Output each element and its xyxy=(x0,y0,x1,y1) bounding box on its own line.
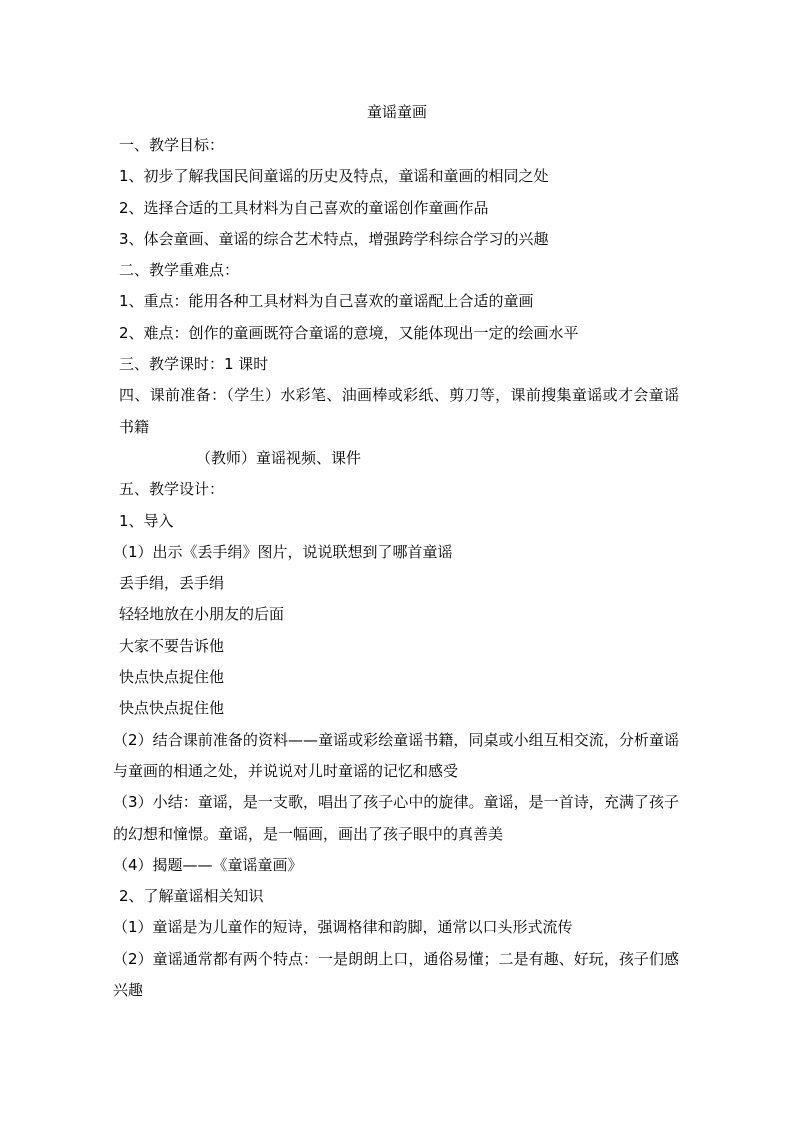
poem-line: 大家不要告诉他 xyxy=(119,636,225,655)
step-item: （2）结合课前准备的资料——童谣或彩绘童谣书籍，同桌或小组互相交流，分析童谣与童画的相通之处，并说说对儿时童谣的记忆和感受 xyxy=(113,730,679,780)
page-title: 童谣童画 xyxy=(366,103,427,121)
design-heading: 五、教学设计： xyxy=(119,480,225,499)
goal-item: 1、初步了解我国民间童谣的历史及特点，童谣和童画的相同之处 xyxy=(119,167,549,186)
document-body xyxy=(113,130,679,1006)
step-item: （4）揭题——《童谣童画》 xyxy=(113,855,303,874)
key-point-item: 2、难点：创作的童画既符合童谣的意境，又能体现出一定的绘画水平 xyxy=(119,323,579,342)
step-heading: 1、导入 xyxy=(119,511,174,530)
goals-heading: 一、教学目标： xyxy=(119,136,225,154)
step-item: （1）出示《丢手绢》图片，说说联想到了哪首童谣 xyxy=(113,542,453,561)
goal-item: 3、体会童画、童谣的综合艺术特点，增强跨学科综合学习的兴趣 xyxy=(119,229,549,248)
goal-item: 2、选择合适的工具材料为自己喜欢的童谣创作童画作品 xyxy=(119,198,489,217)
poem-line: 轻轻地放在小朋友的后面 xyxy=(119,605,285,624)
preparation-teacher: （教师）童谣视频、课件 xyxy=(196,448,362,467)
step-item: （3）小结：童谣，是一支歌，唱出了孩子心中的旋律。童谣，是一首诗，充满了孩子的幻想和憧憬。童谣，是一幅画，画出了孩子眼中的真善美 xyxy=(113,793,679,843)
step-item: （2）童谣通常都有两个特点：一是朗朗上口，通俗易懂；二是有趣、好玩，孩子们感兴趣 xyxy=(113,949,679,1000)
key-point-item: 1、重点：能用各种工具材料为自己喜欢的童谣配上合适的童画 xyxy=(119,292,534,311)
step-heading: 2、了解童谣相关知识 xyxy=(119,887,264,906)
class-hours: 三、教学课时：1 课时 xyxy=(119,355,269,374)
poem-line: 丢手绢，丢手绢 xyxy=(119,574,225,593)
poem-line: 快点快点捉住他 xyxy=(119,668,225,687)
step-item: （1）童谣是为儿童作的短诗，强调格律和韵脚，通常以口头形式流传 xyxy=(113,918,573,937)
poem-line: 快点快点捉住他 xyxy=(119,699,225,718)
key-points-heading: 二、教学重难点： xyxy=(119,261,240,280)
preparation-student: 四、课前准备：（学生）水彩笔、油画棒或彩纸、剪刀等，课前搜集童谣或才会童谣书籍 xyxy=(119,386,679,436)
